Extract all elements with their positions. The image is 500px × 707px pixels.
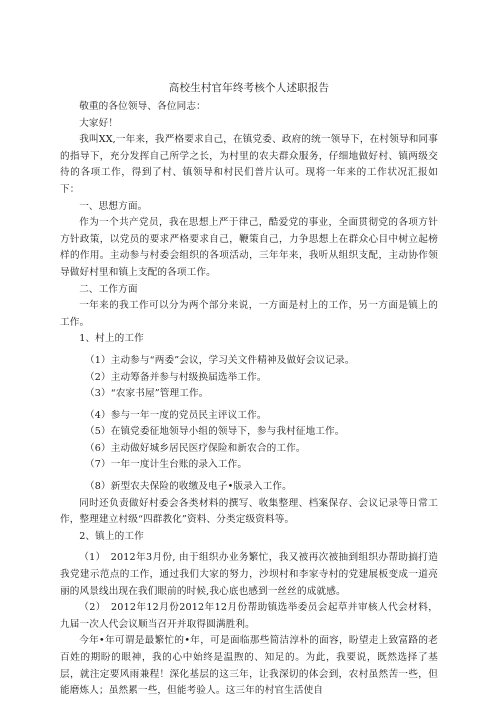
section-heading-work: 二、工作方面 <box>79 283 138 295</box>
village-item: （5）在镇党委征地领导小组的领导下，参与我村征地工作。 <box>84 426 345 438</box>
village-item: （4）参与一年一度的党员民主评议工作。 <box>84 409 267 421</box>
village-item: （3）“农家书屋”管理工作。 <box>84 388 209 400</box>
subheading-town-work: 2、镇上的工作 <box>79 530 144 542</box>
salutation: 敬重的各位领导、各位同志： <box>79 101 206 112</box>
closing-paragraph: 今年•年可谓是最繁忙的•年，可是面临那些简洁淳朴的面容，盼望走上致富路的老百姓的期盼的眼神，我的心中始终是温煦的、知足的。为此，我要说，既然选择了基层，就注定要风雨兼程！深化基层的这三年，让我深切的体会到，农村虽然苦一些，但能磨炼人；虽然累一些，但能考验人。这三年的村官生活使自 <box>60 635 438 697</box>
greeting: 大家好！ <box>79 117 119 129</box>
section-heading-thoughts: 一、思想方面。 <box>79 200 148 212</box>
section-work-intro: 一年来的我工作可以分为两个部分来说，一方面是村上的工作，另一方面是镇上的工作。 <box>60 300 438 328</box>
village-item: （6）主动做好城乡居民医疗保险和新农合的工作。 <box>84 442 306 454</box>
subheading-village-work: 1、村上的工作 <box>79 333 144 345</box>
village-item: （8）新型农夫保险的收缴及电子•版录入工作。 <box>84 481 292 493</box>
village-item: （2）主动筹备并参与村级换届选举工作。 <box>84 371 267 383</box>
report-title: 高校生村官年终考核个人述职报告 <box>168 82 330 94</box>
town-item: （1） 2012年3月份, 由于组织办业务繁忙，我又被再次被抽到组织办帮助搞打造我党建示范点的工作，通过我们大家的努力，沙坝村和李家寺村的党建展板变成一道亮丽的风景线出现在我们眼前的时候,我心底也感到一丝丝的成就感。 <box>60 552 438 597</box>
section-thoughts-text: 作为一个共产党员，我在思想上严于律己，酷爱党的事业，全面贯彻党的各项方针方针政策，以党员的要求严格要求自己，鞭策自己，力争思想上在群众心目中树立起榜样的作用。主动参与村委会组织的各项活动，三年年来，我听从组织支配，主动协作领导做好村里和镇上支配的各项工作。 <box>60 217 438 278</box>
intro-paragraph: 我叫XX,一年来，我严格要求自己，在镇党委、政府的统一领导下，在村领导和同事的指导下，充分发挥自己所学之长，为村里的农夫群众服务，仔细地做好村、镇两级交待的各项工作，得到了村、镇领导和村民们普片认可。现将一年来的工作状况汇报如下： <box>60 134 438 195</box>
town-item: （2） 2012年12月份2012年12月份帮助镇选举委员会起草并审核人代会材料，九届一次人代会议顺当召开并取得圆满胜利。 <box>60 602 438 630</box>
village-item: （7）一年一度计生台账的录入工作。 <box>84 459 248 471</box>
village-item: （1）主动参与“两委”会议，学习关文件精神及做好会议记录。 <box>84 354 355 366</box>
report-page <box>60 80 438 700</box>
village-summary: 同时还负责做好村委会各类材料的撰写、收集整理、档案保存、会议记录等日常工作，整理建立村级“四群教化”资料、分类定级资料等。 <box>60 497 438 526</box>
